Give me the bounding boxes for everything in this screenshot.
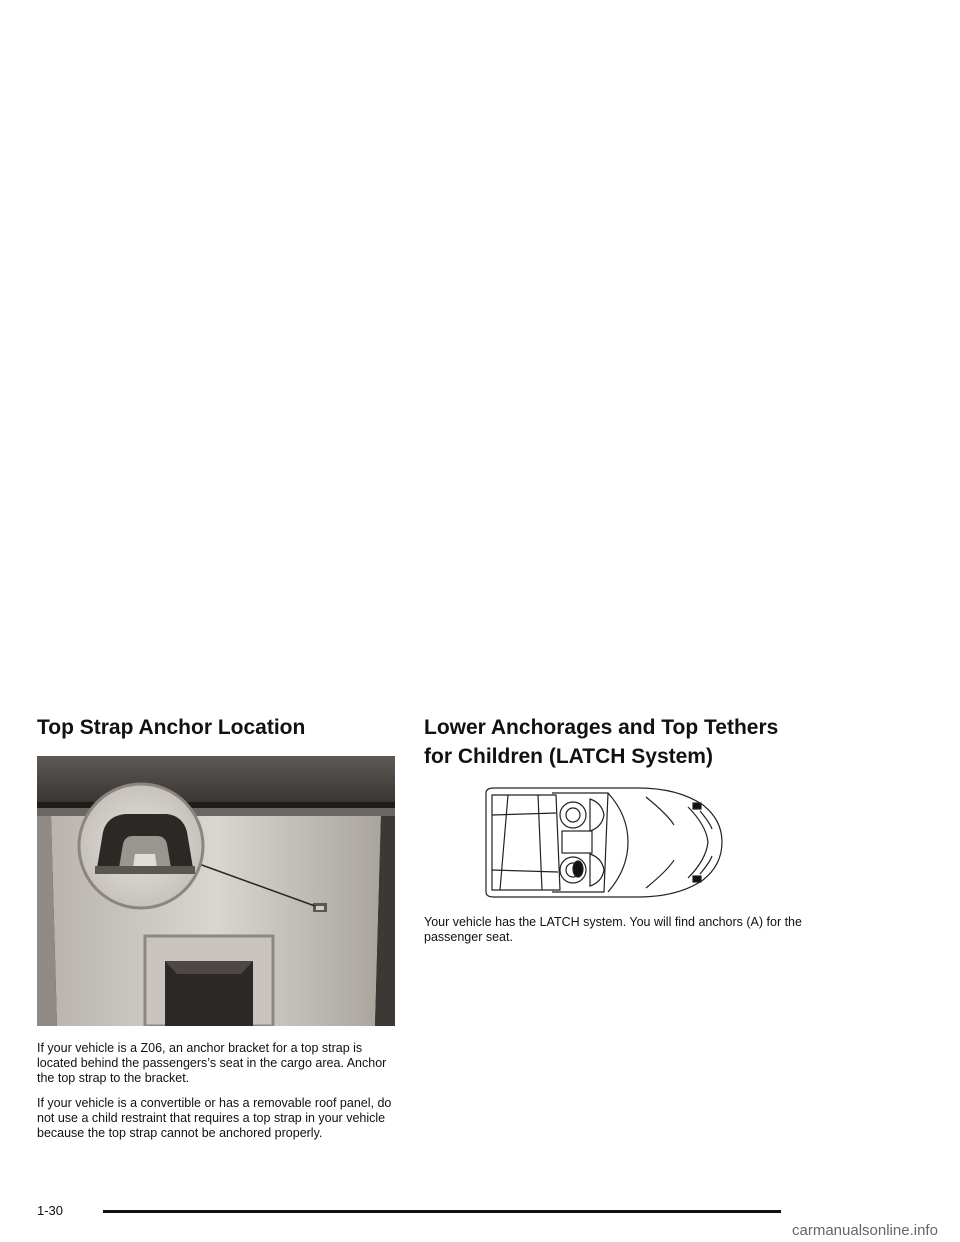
footer-rule bbox=[103, 1210, 781, 1213]
watermark: carmanualsonline.info bbox=[792, 1222, 938, 1239]
left-column bbox=[37, 713, 395, 1141]
vehicle-top-view-diagram bbox=[478, 785, 723, 900]
anchor-bracket-photo bbox=[37, 756, 395, 1026]
body-paragraph: If your vehicle is a convertible or has a removable roof panel, do not use a child restraint that requires a top strap in your vehicle because the top strap cannot be anchored properly. bbox=[37, 1096, 392, 1140]
right-column bbox=[424, 713, 804, 945]
body-paragraph: Your vehicle has the LATCH system. You will find anchors (A) for the passenger seat. bbox=[424, 915, 802, 944]
section-heading-latch: Lower Anchorages and Top Tethers for Children (LATCH System) bbox=[424, 716, 779, 768]
section-heading-top-strap: Top Strap Anchor Location bbox=[37, 716, 306, 739]
body-paragraph: If your vehicle is a Z06, an anchor bracket for a top strap is located behind the passengers’s seat in the cargo area. Anchor the top strap to the bracket. bbox=[37, 1041, 387, 1085]
page-number: 1-30 bbox=[37, 1203, 64, 1218]
